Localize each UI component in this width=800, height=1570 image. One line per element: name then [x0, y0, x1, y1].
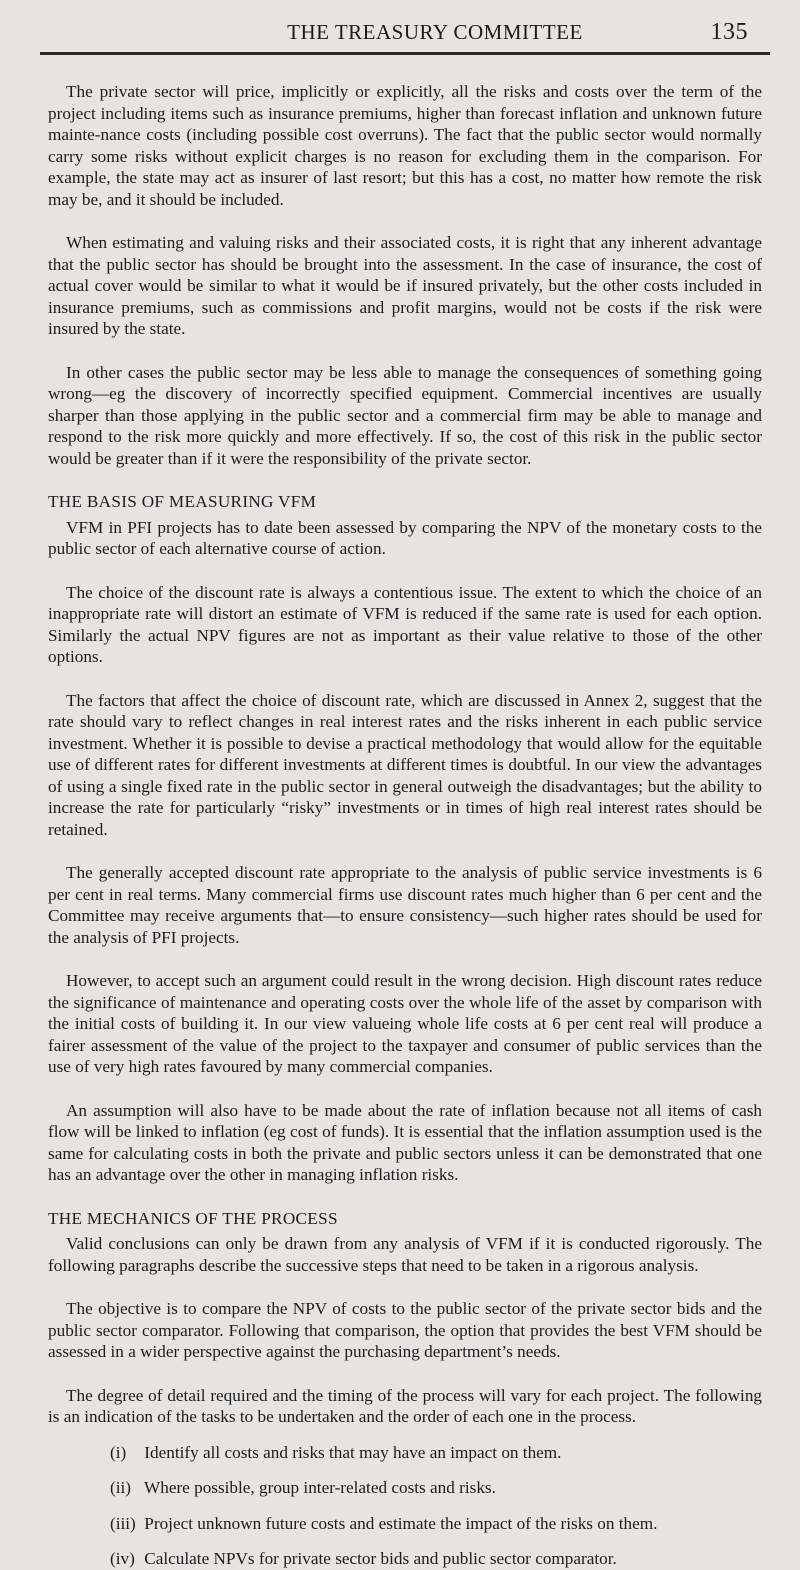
document-body [48, 81, 762, 1570]
page-number: 135 [710, 19, 748, 45]
section-heading: THE MECHANICS OF THE PROCESS [48, 1208, 338, 1228]
list-item [110, 1442, 762, 1464]
paragraph: VFM in PFI projects has to date been assessed by comparing the NPV of the monetary costs to the public sector of each alternative course of action. [48, 517, 762, 558]
list-item [110, 1513, 762, 1535]
running-head [48, 18, 762, 48]
paragraph: The objective is to compare the NPV of costs to the public sector of the private sector bids and the public sector comparator. Following that comparison, the option that provides the best VFM should be assessed in a wider perspective against the purchasing department’s needs. [48, 1299, 762, 1361]
running-head-title: THE TREASURY COMMITTEE [287, 20, 583, 44]
paragraph: The degree of detail required and the timing of the process will vary for each project. The following is an indication of the tasks to be undertaken and the order of each one in the process. [48, 1385, 762, 1426]
list-item [110, 1477, 762, 1499]
section-heading: THE BASIS OF MEASURING VFM [48, 492, 317, 511]
list-item-number: (iii) [110, 1513, 136, 1533]
list-item-text: Identify all costs and risks that may have an impact on them. [144, 1442, 562, 1462]
list-item-number: (ii) [110, 1478, 131, 1497]
list-item-text: Where possible, group inter-related costs and risks. [144, 1478, 496, 1497]
list-item-text: Project unknown future costs and estimate the impact of the risks on them. [144, 1513, 658, 1533]
list-item-text: Calculate NPVs for private sector bids and public sector comparator. [144, 1549, 617, 1568]
paragraph: Valid conclusions can only be drawn from any analysis of VFM if it is conducted rigorously. The following paragraphs describe the successive steps that need to be taken in a rigorous analysis. [48, 1234, 762, 1275]
list-item-number: (iv) [110, 1549, 135, 1568]
paragraph: However, to accept such an argument could result in the wrong decision. High discount rates reduce the significance of maintenance and operating costs over the whole life of the asset by comparison with the initial costs of building it. In our view valueing whole life costs at 6 per cent real will produce a fairer assessment of the value of the project to the taxpayer and consumer of public services than the use of very high rates favoured by many commercial companies. [48, 971, 762, 1076]
header-rule [40, 52, 770, 55]
task-list [48, 1442, 762, 1570]
paragraph: In other cases the public sector may be less able to manage the consequences of something going wrong—eg the discovery of incorrectly specified equipment. Commercial incentives are usually sharper than those applying in the public sector and a commercial firm may be able to manage and respond to the risk more quickly and more effectively. If so, the cost of this risk in the public sector would be greater than if it were the responsibility of the private sector. [48, 362, 762, 468]
list-item-number: (i) [110, 1442, 127, 1462]
paragraph: The private sector will price, implicitly or explicitly, all the risks and costs over the term of the project including items such as insurance premiums, higher than forecast inflation and unknown future mainte-nance costs (including possible cost overruns). The fact that the public sector would normally carry some risks without explicit charges is no reason for excluding them in the comparison. For example, the state may act as insurer of last resort; but this has a cost, no matter how remote the risk may be, and it should be included. [48, 82, 762, 209]
paragraph: The choice of the discount rate is always a contentious issue. The extent to which the choice of an inappropriate rate will distort an estimate of VFM is reduced if the same rate is used for each option. Similarly the actual NPV figures are not as important as their value relative to those of the other options. [48, 582, 762, 666]
list-item [110, 1548, 762, 1570]
paragraph: An assumption will also have to be made about the rate of inflation because not all items of cash flow will be linked to inflation (eg cost of funds). It is essential that the inflation assumption used is the same for calculating costs in both the private and public sectors unless it can be demonstrated that one has an advantage over the other in managing inflation risks. [48, 1100, 762, 1184]
paragraph: When estimating and valuing risks and their associated costs, it is right that any inherent advantage that the public sector has should be brought into the assessment. In the case of insurance, the cost of actual cover would be similar to what it would be if insured privately, but the other costs included in insurance premiums, such as commissions and profit margins, would not be costs if the risk were insured by the state. [48, 233, 762, 338]
paragraph: The factors that affect the choice of discount rate, which are discussed in Annex 2, suggest that the rate should vary to reflect changes in real interest rates and the risks inherent in each public service investment. Whether it is possible to devise a practical methodology that would allow for the equitable use of different rates for different investments at different times is doubtful. In our view the advantages of using a single fixed rate in the public sector in general outweigh the disadvantages; but the ability to increase the rate for particularly “risky” investments or in times of high real interest rates should be retained. [48, 690, 762, 839]
paragraph: The generally accepted discount rate appropriate to the analysis of public service investments is 6 per cent in real terms. Many commercial firms use discount rates much higher than 6 per cent and the Committee may receive arguments that—to ensure consistency—such higher rates should be used for the analysis of PFI projects. [48, 863, 762, 947]
